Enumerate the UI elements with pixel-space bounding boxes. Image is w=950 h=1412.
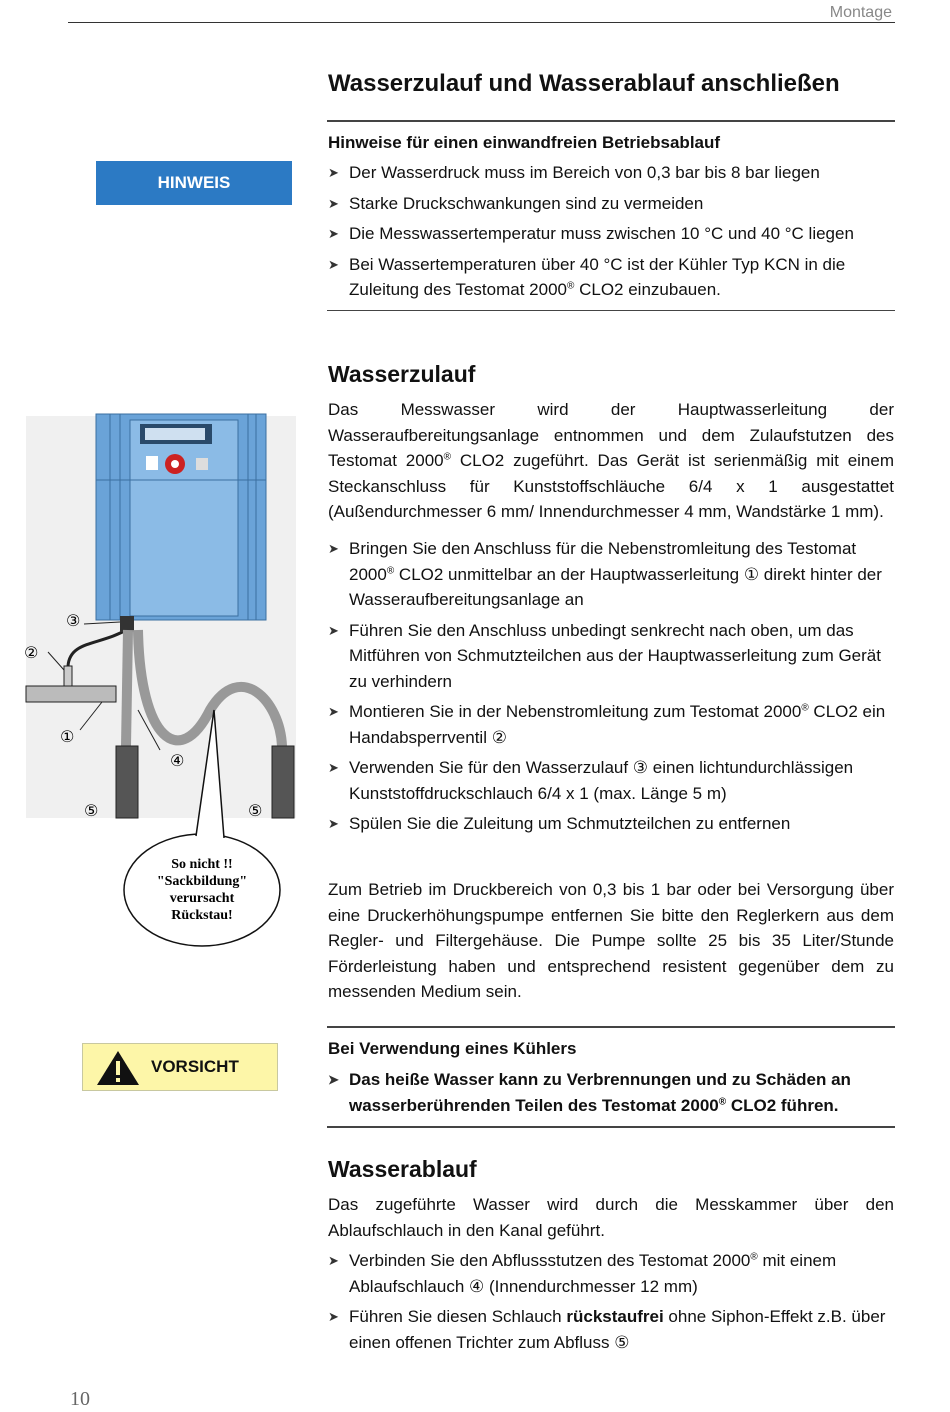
header-rule: [68, 22, 895, 23]
list-item: ➤ Starke Druckschwankungen sind zu vermeiden: [328, 191, 894, 217]
section-heading-ablauf: Wasserablauf: [328, 1156, 477, 1182]
vorsicht-top-rule: [327, 1026, 895, 1028]
hinweis-bottom-rule: [327, 310, 895, 311]
list-item: ➤ Verwenden Sie für den Wasserzulauf ③ einen lichtundurchlässigen Kunststoffdruckschlauch 6/4 x 1 (max. Länge 5 m): [328, 755, 888, 806]
callout-number: ④: [170, 751, 185, 770]
list-item: ➤ Das heiße Wasser kann zu Verbrennungen und zu Schäden an wasserberührenden Teilen des Testomat 2000® CLO2 führen.: [328, 1067, 894, 1118]
ablauf-steps: [328, 1248, 894, 1355]
section-heading-zulauf: Wasserzulauf: [328, 361, 476, 387]
callout-number: ③: [66, 611, 81, 630]
running-header: Montage: [829, 4, 892, 21]
callout-number: ⑤: [84, 801, 99, 820]
page-title: Wasserzulauf und Wasserablauf anschließen: [328, 70, 840, 97]
vorsicht-list: [328, 1067, 894, 1118]
list-item: ➤ Verbinden Sie den Abflussstutzen des Testomat 2000® mit einem Ablaufschlauch ④ (Innendurchmesser 12 mm): [328, 1248, 894, 1299]
hinweis-heading: Hinweise für einen einwandfreien Betriebsablauf: [328, 133, 721, 152]
drain-pipe-right: [272, 746, 294, 818]
list-item: ➤ Bei Wassertemperaturen über 40 °C ist der Kühler Typ KCN in die Zuleitung des Testomat 2000® CLO2 einzubauen.: [328, 252, 894, 303]
hinweis-top-rule: [327, 120, 895, 122]
callout-number: ②: [24, 643, 39, 662]
vorsicht-label: VORSICHT: [151, 1057, 239, 1076]
warning-triangle-icon: [95, 1049, 141, 1087]
testomat-device-illustration: [96, 414, 266, 620]
bubble-text: verursacht: [169, 891, 235, 906]
list-item: ➤ Montieren Sie in der Nebenstromleitung zum Testomat 2000® CLO2 ein Handabsperrventil ②: [328, 699, 888, 750]
inlet-connector: [120, 616, 134, 632]
vorsicht-badge: [82, 1043, 278, 1091]
zulauf-steps: [328, 536, 888, 837]
list-item: ➤ Führen Sie diesen Schlauch rückstaufrei ohne Siphon-Effekt z.B. über einen offenen Trichter zum Abfluss ⑤: [328, 1304, 894, 1355]
drain-pipe-left: [116, 746, 138, 818]
callout-number: ①: [60, 727, 75, 746]
ablauf-intro: Das zugeführte Wasser wird durch die Messkammer über den Ablaufschlauch in den Kanal geführt.: [328, 1195, 894, 1240]
zulauf-intro: Das Messwasser wird der Hauptwasserleitung der Wasseraufbereitungsanlage entnommen und dem Zulaufstutzen des Testomat 2000® CLO2 zugeführt. Das Gerät ist serienmäßig mit einem Steckanschluss für Kunststoffschläuche 6/4 x 1 ausgestattet (Außendurchmesser 6 mm/ Innendurchmesser 4 mm, Wandstärke 1 mm).: [328, 400, 895, 521]
list-item: ➤ Führen Sie den Anschluss unbedingt senkrecht nach oben, um das Mitführen von Schmutzteilchen aus der Hauptwasserleitung zum Gerät zu verhindern: [328, 618, 888, 695]
page-number: 10: [70, 1388, 90, 1410]
drain-hose-left: [126, 630, 128, 746]
pump-paragraph: Zum Betrieb im Druckbereich von 0,3 bis 1 bar oder bei Versorgung über eine Druckerhöhungspumpe entfernen Sie bitte den Reglerkern aus dem Regler- und Filtergehäuse. Die Pumpe sollte 25 bis 35 Liter/Stunde Förderleistung haben und entsprechend resistent gegenüber dem zu messenden Medium sein.: [328, 880, 894, 1001]
bubble-text: So nicht !!: [171, 857, 233, 872]
list-item: ➤ Spülen Sie die Zuleitung um Schmutzteilchen zu entfernen: [328, 811, 888, 837]
hand-shutoff-valve: [64, 666, 72, 686]
list-item: ➤ Bringen Sie den Anschluss für die Nebenstromleitung des Testomat 2000® CLO2 unmittelbar an der Hauptwasserleitung ① direkt hinter der Wasseraufbereitungsanlage an: [328, 536, 888, 613]
list-item: ➤ Der Wasserdruck muss im Bereich von 0,3 bar bis 8 bar liegen: [328, 160, 894, 186]
vorsicht-heading: Bei Verwendung eines Kühlers: [328, 1039, 577, 1058]
hinweis-list: [328, 160, 894, 303]
warning-bubble: [124, 834, 280, 946]
callout-number: ⑤: [248, 801, 263, 820]
main-water-pipe: [26, 686, 116, 702]
installation-diagram: [20, 410, 305, 950]
vorsicht-bottom-rule: [327, 1126, 895, 1128]
list-item: ➤ Die Messwassertemperatur muss zwischen 10 °C und 40 °C liegen: [328, 221, 894, 247]
bubble-text: Rückstau!: [171, 908, 233, 923]
hinweis-badge: HINWEIS: [96, 161, 292, 205]
bubble-text: "Sackbildung": [156, 874, 248, 889]
